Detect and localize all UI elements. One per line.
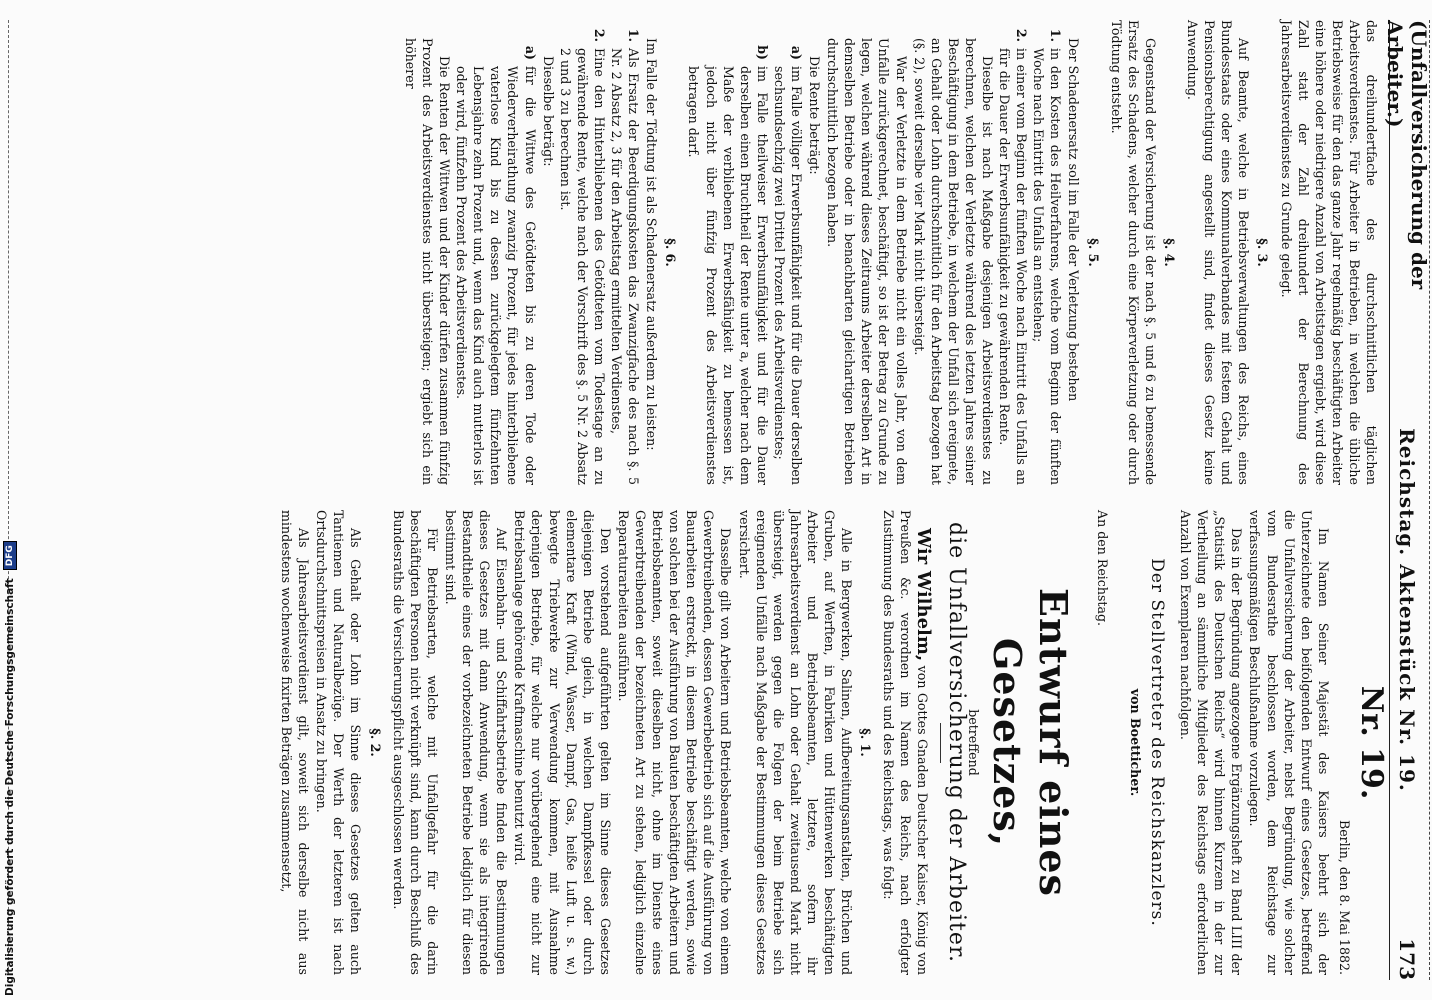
section-heading: §. 2. xyxy=(367,728,383,757)
page-header xyxy=(1383,20,1431,980)
paragraph: Der Schadenersatz soll im Falle der Verletzung bestehen xyxy=(1066,38,1082,402)
section-heading: §. 1. xyxy=(858,728,874,757)
paragraph: Dieselbe beträgt: xyxy=(540,56,556,167)
paragraph: Für Betriebsarten, welche mit Unfallgefahr für die darin beschäftigten Personen nicht verknüpft sind, kann durch Beschluß des Bundesraths die Versicherungspflicht ausgeschlossen werden. xyxy=(390,510,440,975)
section-heading: §. 5. xyxy=(1085,238,1101,267)
paragraph: Im Namen Seiner Majestät des Kaisers beehrt sich der Unterzeichnete den beifolgenden Entwurf eines Gesetzes, betreffend die Unfallversicherung der Arbeiter, nebst Begründung, wie solcher vom Bundesrathe beschlossen worden, dem Reichstage zur verfassungsmäßigen Beschlußnahme vorzulegen. xyxy=(1247,510,1331,975)
list-item: 2. Eine den Hinterbliebenen des Getödteten vom Todestage an zu gewährende Rente, welche nach der Vorschrift des §. 5 Nr. 2 Absatz 2 und 3 zu berechnen ist. xyxy=(557,28,607,485)
running-head: (Unfallversicherung der Arbeiter.) xyxy=(1383,20,1431,290)
paragraph: das dreihundertfache des durchschnittlichen täglichen Arbeitsverdienstes. Für Arbeiter in Betrieben, in welchen die übliche Betriebsweise für den das ganze Jahr regelmäßig beschäftigten Arbeiter eine höhere oder niedrigere Anzahl von Arbeitstagen ergiebt, wird diese Zahl statt der Zahl dreihundert der Berechnung des Jahresarbeitsverdienstes zu Grunde gelegt. xyxy=(1278,20,1379,485)
paragraph: Den vorstehend aufgeführten gelten im Sinne dieses Gesetzes diejenigen Betriebe gleich, in welchen Dampfkessel oder durch elementare Kraft (Wind, Wasser, Dampf, Gas, heiße Luft u. s. w.) bewegte Triebwerke zur Verwendung kommen, mit Ausnahme derjenigen Betriebe, für welche nur vorübergehend eine nicht zur Betriebsanlage gehörende Kraftmaschine benutzt wird. xyxy=(512,510,613,975)
paragraph: Die Rente beträgt: xyxy=(807,56,823,175)
list-item: a) im Falle völliger Erwerbsunfähigkeit und für die Dauer derselben sechsundsechzig zwei Drittel Prozent des Arbeitsverdienstes; xyxy=(771,45,804,485)
digitization-credit xyxy=(0,0,22,1000)
betreffend-label: betreffend xyxy=(965,709,981,776)
column-right xyxy=(277,510,1389,975)
section-heading: §. 3. xyxy=(1255,238,1271,267)
law-heading: Entwurf eines Gesetzes, xyxy=(984,588,1076,897)
law-subject: die Unfallversicherung der Arbeiter. xyxy=(943,521,969,963)
credit-text: Digitalisierung gefördert durch die Deutsche Forschungsgemeinschaft xyxy=(4,578,16,996)
signer-name: von Boetticher. xyxy=(1127,688,1143,797)
paragraph: War der Verletzte in dem Betriebe nicht ein volles Jahr, von dem Unfalle zurückgerechnet, beschäftigt, so ist der Betrag zu Grunde zu legen, welchen während dieses Zeitraums Arbeiter derselben Art in demselben Betriebe oder in benachbarten gleichartigen Betrieben durchschnittlich bezogen haben. xyxy=(825,38,909,485)
column-left xyxy=(401,20,1380,485)
preamble xyxy=(880,510,935,975)
list-item: b) im Falle theilweiser Erwerbsunfähigkeit und für die Dauer derselben einen Bruchtheil der Rente unter a, welcher nach dem Maße der verbliebenen Erwerbsfähigkeit zu bemessen ist, jedoch nicht über fünfzig Prozent des Arbeitsverdienstes betragen darf. xyxy=(686,45,770,485)
section-heading: §. 4. xyxy=(1161,238,1177,267)
address: An den Reichstag. xyxy=(1094,510,1110,627)
paragraph: Dieselbe ist nach Maßgabe desjenigen Arbeitsverdienstes zu berechnen, welchen der Verletzte während des letzten Jahres seiner Beschäftigung in dem Betriebe, in welchem der Unfall sich ereignete, an Gehalt oder Lohn durchschnittlich für den Arbeitstag bezogen hat (§. 2), soweit derselbe vier Mark nicht übersteigt. xyxy=(911,38,996,485)
document-number: Nr. 19. xyxy=(1354,685,1389,800)
signature-title: Der Stellvertreter des Reichskanzlers. xyxy=(1146,558,1167,927)
divider xyxy=(941,723,942,763)
paragraph: Die Renten der Wittwen und der Kinder dürfen zusammen fünfzig Prozent des Arbeitsverdienstes nicht übersteigen; ergiebt sich ein höherer xyxy=(402,38,453,485)
paragraph: Auf Beamte, welche in Betriebsverwaltungen des Reichs, eines Bundesstaats oder eines Kommunalverbandes mit festem Gehalt und Pensionsberechtigung angestellt sind, findet dieses Gesetz keine Anwendung. xyxy=(1185,20,1252,485)
dfg-logo-icon: DFG xyxy=(3,541,17,570)
paragraph: Als Jahresarbeitsverdienst gilt, soweit sich derselbe nicht aus mindestens wochenweise fixirten Beträgen zusammensetzt, xyxy=(279,510,312,975)
paragraph: Im Falle der Tödtung ist als Schadenersatz außerdem zu leisten: xyxy=(644,38,660,451)
paragraph: Als Gehalt oder Lohn im Sinne dieses Gesetzes gelten auch Tantiemen und Naturalbezüge. Der Werth der letzteren ist nach Ortsdurchschnittspreisen in Ansatz zu bringen. xyxy=(314,510,364,975)
paragraph: Das in der Begründung angezogene Ergänzungsheft zu Band LIII der „Statistik des Deutschen Reichs“ wird binnen Kurzem in der zur Vertheilung an sämmtliche Mitglieder des Reichstags erforderlichen Anzahl von Exemplaren nachfolgen. xyxy=(1178,510,1245,975)
preamble-wir: Wir Wilhelm, xyxy=(913,528,935,662)
page-number: 173 xyxy=(1395,938,1419,980)
header-title: Reichstag. Aktenstück Nr. 19. xyxy=(1395,428,1419,792)
list-item: 1. Als Ersatz der Beerdigungskosten das Zwanzigfache des nach §. 5 Nr. 2 Absatz 2, 3 für den Arbeitstag ermittelten Verdienstes, xyxy=(609,28,642,485)
list-item: a) für die Wittwe des Getödteten bis zu deren Tode oder Wiederverheirathung zwanzig Prozent, für jedes hinterbliebene vaterlose Kind bis zu dessen zurückgelegtem fünfzehnten Lebensjahre zehn Prozent und, wenn das Kind auch mutterlos ist oder wird, fünfzehn Prozent des Arbeitsverdienstes. xyxy=(454,45,538,485)
section-heading: §. 6. xyxy=(663,238,679,267)
paragraph: Gegenstand der Versicherung ist der nach §. 5 und 6 zu bemessende Ersatz des Schadens, welcher durch eine Körperverletzung oder durch Tödtung entsteht. xyxy=(1108,20,1158,485)
list-item: 2. in einer vom Beginn der fünften Woche nach Eintritt des Unfalls an für die Dauer der Erwerbsunfähigkeit zu gewährenden Rente. xyxy=(997,28,1030,485)
preamble-text: von Gottes Gnaden Deutscher Kaiser, König von Preußen &c. verordnen im Namen des Reichs, nach erfolgter Zustimmung des Bundesraths und des Reichstags, was folgt: xyxy=(881,510,931,975)
paragraph: Dasselbe gilt von Arbeitern und Betriebsbeamten, welche von einem Gewerbtreibenden, dessen Gewerbebetrieb sich auf die Ausführung von Bauarbeiten erstreckt, in diesem Betriebe beschäftigt werden, sowie von solchen bei der Ausführung von Bauten beschäftigten Arbeitern und Betriebsbeamten, soweit dieselben nicht, ohne im Dienste eines Gewerbtreibenden der bezeichneten Art zu stehen, lediglich einzelne Reparaturarbeiten ausführen. xyxy=(615,510,734,975)
list-item: 1. in den Kosten des Heilverfahrens, welche vom Beginn der fünften Woche nach Eintritt des Unfalls an entstehen; xyxy=(1031,28,1064,485)
paragraph: Alle in Bergwerken, Salinen, Aufbereitungsanstalten, Brüchen und Gruben, auf Werften, in Fabriken und Hüttenwerken beschäftigten Arbeiter und Betriebsbeamten, letztere, sofern ihr Jahresarbeitsverdienst an Lohn oder Gehalt zweitausend Mark nicht übersteigt, werden gegen die Folgen der beim Betriebe sich ereignenden Unfälle nach Maßgabe der Bestimmungen dieses Gesetzes versichert. xyxy=(736,510,855,975)
paragraph: Auf Eisenbahn- und Schiffahrtsbetriebe finden die Bestimmungen dieses Gesetzes mit dann Anwendung, wenn sie als integrirende Bestandtheile eines der vorbezeichneten Betriebe lediglich für diesen bestimmt sind. xyxy=(442,510,510,975)
dateline: Berlin, den 8. Mai 1882. xyxy=(1336,819,1352,975)
